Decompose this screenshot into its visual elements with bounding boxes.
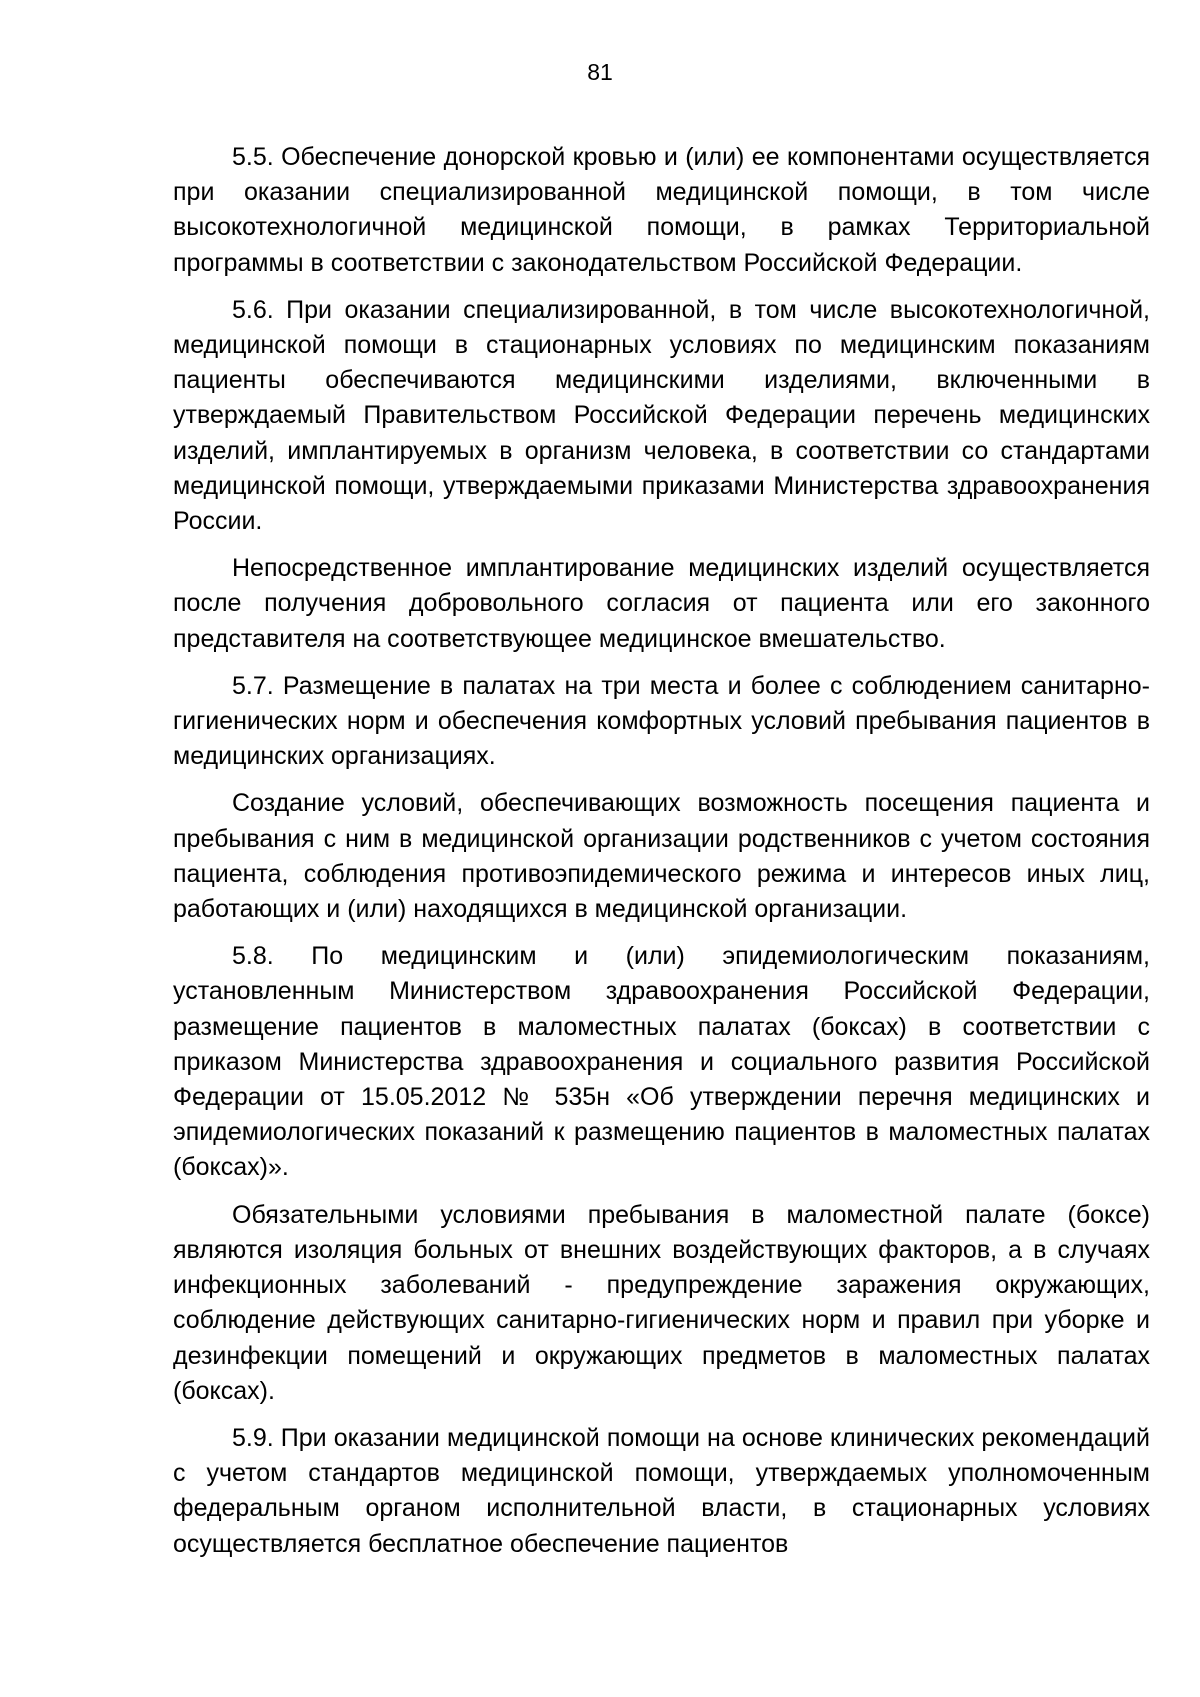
paragraph-5-7: 5.7. Размещение в палатах на три места и более с соблюдением санитарно-гигиенических норм и обеспечения комфортных условий пребывания пациентов в медицинских организациях. bbox=[173, 671, 1150, 771]
paragraph-5-6: 5.6. При оказании специализированной, в том числе высокотехнологичной, медицинской помощи в стационарных условиях по медицинским показаниям пациенты обеспечиваются медицинскими изделиями, включенными в утверждаемый Правительством Российской Федерации перечень медицинских изделий, имплантируемых в организм человека, в соответствии со стандартами медицинской помощи, утверждаемыми приказами Министерства здравоохранения России. bbox=[173, 295, 1150, 536]
paragraph-5-9: 5.9. При оказании медицинской помощи на основе клинических рекомендаций с учетом стандартов медицинской помощи, утверждаемых уполномоченным федеральным органом исполнительной власти, в стационарных условиях осуществляется бесплатное обеспечение пациентов bbox=[173, 1423, 1150, 1558]
paragraph-5-8: 5.8. По медицинским и (или) эпидемиологическим показаниям, установленным Министерством здравоохранения Российской Федерации, размещение пациентов в маломестных палатах (боксах) в соответствии с приказом Министерства здравоохранения и социального развития Российской Федерации от 15.05.2012 № 535н «Об утверждении перечня медицинских и эпидемиологических показаний к размещению пациентов в маломестных палатах (боксах)». bbox=[173, 942, 1150, 1182]
document-body bbox=[173, 140, 1150, 1574]
paragraph-isolation-conditions: Обязательными условиями пребывания в маломестной палате (боксе) являются изоляция больных от внешних воздействующих факторов, а в случаях инфекционных заболеваний - предупреждение заражения окружающих, соблюдение действующих санитарно-гигиенических норм и правил при уборке и дезинфекции помещений и окружающих предметов в маломестных палатах (боксах). bbox=[173, 1200, 1150, 1405]
page-number: 81 bbox=[587, 59, 613, 85]
paragraph-5-5: 5.5. Обеспечение донорской кровью и (или) ее компонентами осуществляется при оказании специализированной медицинской помощи, в том числе высокотехнологичной медицинской помощи, в рамках Территориальной программы в соответствии с законодательством Российской Федерации. bbox=[173, 143, 1150, 277]
paragraph-implant-consent: Непосредственное имплантирование медицинских изделий осуществляется после получения добровольного согласия от пациента или его законного представителя на соответствующее медицинское вмешательство. bbox=[173, 554, 1150, 653]
paragraph-visiting-conditions: Создание условий, обеспечивающих возможность посещения пациента и пребывания с ним в медицинской организации родственников с учетом состояния пациента, соблюдения противоэпидемического режима и интересов иных лиц, работающих и (или) находящихся в медицинской организации. bbox=[173, 789, 1150, 924]
